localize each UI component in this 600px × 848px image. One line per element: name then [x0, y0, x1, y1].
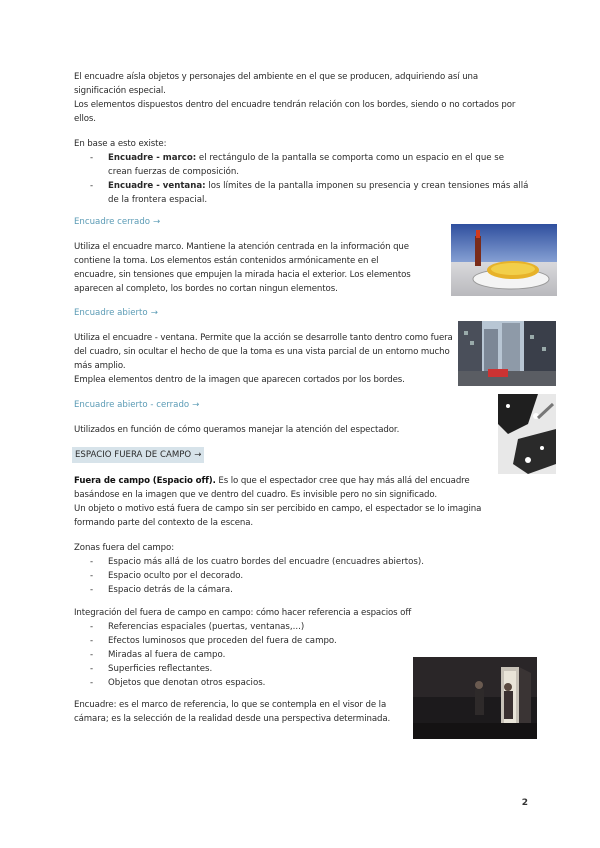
mixed-text: Utilizados en función de cómo queramos manejar la atención del espectador. [74, 425, 400, 435]
list-item: - Superficies reflectantes. [90, 662, 390, 676]
framing-types-list [90, 151, 530, 207]
zones-lead: Zonas fuera del campo: [74, 543, 174, 553]
dancers-photo [498, 394, 556, 474]
exists-lead: En base a esto existe: [74, 139, 167, 149]
arrow-right-icon: → [150, 308, 158, 318]
list-item: - Efectos luminosos que proceden del fuera de campo. [90, 634, 390, 648]
intro-paragraph-1: El encuadre aísla objetos y personajes del ambiente en el que se producen, adquiriendo así una significación especial. [74, 72, 479, 96]
open-text-2: Emplea elementos dentro de la imagen que aparecen cortados por los bordes. [74, 375, 405, 385]
list-item: - Objetos que denotan otros espacios. [90, 676, 390, 690]
arrow-right-icon: → [153, 217, 161, 227]
open-heading: Encuadre abierto → [74, 308, 158, 318]
list-item: - Referencias espaciales (puertas, ventanas,...) [90, 620, 390, 634]
offscreen-paragraph-2: Un objeto o motivo está fuera de campo sin ser percibido en campo, el espectador se lo imagina formando parte del contexto de la escena. [74, 504, 482, 528]
list-item: - Encuadre - ventana: los límites de la pantalla imponen su presencia y crean tensiones más allá de la frontera espacial. [90, 179, 530, 207]
arrow-right-icon: → [194, 450, 202, 460]
page-number: 2 [521, 798, 528, 808]
doorway-scene-photo [413, 657, 537, 739]
zones-list [90, 555, 530, 597]
offscreen-heading: ESPACIO FUERA DE CAMPO → [72, 447, 204, 463]
integration-list [90, 620, 390, 690]
list-item: - Espacio más allá de los cuatro bordes del encuadre (encuadres abiertos). [90, 555, 530, 569]
closed-text: Utiliza el encuadre marco. Mantiene la atención centrada en la información que contiene la toma. Los elementos están contenidos armónicamente en el encuadre, sin tensiones que empujen la mirada hacia el exterior. Los elementos aparecen al completo, los bordes no cortan ningun elementos. [74, 242, 411, 294]
open-text: Utiliza el encuadre - ventana. Permite que la acción se desarrolle tanto dentro como fuera del cuadro, sin ocultar el hecho de que la toma es una vista parcial de un entorno mucho más amplio. [74, 333, 453, 371]
intro-paragraph-2: Los elementos dispuestos dentro del encuadre tendrán relación con los bordes, siendo o no cortados por ellos. [74, 100, 516, 124]
mixed-heading: Encuadre abierto - cerrado → [74, 400, 200, 410]
list-item: - Miradas al fuera de campo. [90, 648, 390, 662]
list-item: - Espacio detrás de la cámara. [90, 583, 530, 597]
arrow-right-icon: → [192, 400, 200, 410]
offscreen-paragraph-1: Fuera de campo (Espacio off). Es lo que el espectador cree que hay más allá del encuadre basándose en la imagen que ve dentro del cuadro. Es invisible pero no sin significado. [74, 476, 470, 500]
framing-definition: Encuadre: es el marco de referencia, lo que se contempla en el visor de la cámara; es la selección de la realidad desde una perspectiva determinada. [74, 700, 391, 724]
closed-heading: Encuadre cerrado → [74, 217, 161, 227]
integration-lead: Integración del fuera de campo en campo: cómo hacer referencia a espacios off [74, 608, 412, 618]
list-item: - Espacio oculto por el decorado. [90, 569, 530, 583]
city-street-photo [458, 321, 556, 386]
corn-plate-photo [451, 224, 557, 296]
list-item: - Encuadre - marco: el rectángulo de la pantalla se comporta como un espacio en el que se crean fuerzas de composición. [90, 151, 530, 179]
